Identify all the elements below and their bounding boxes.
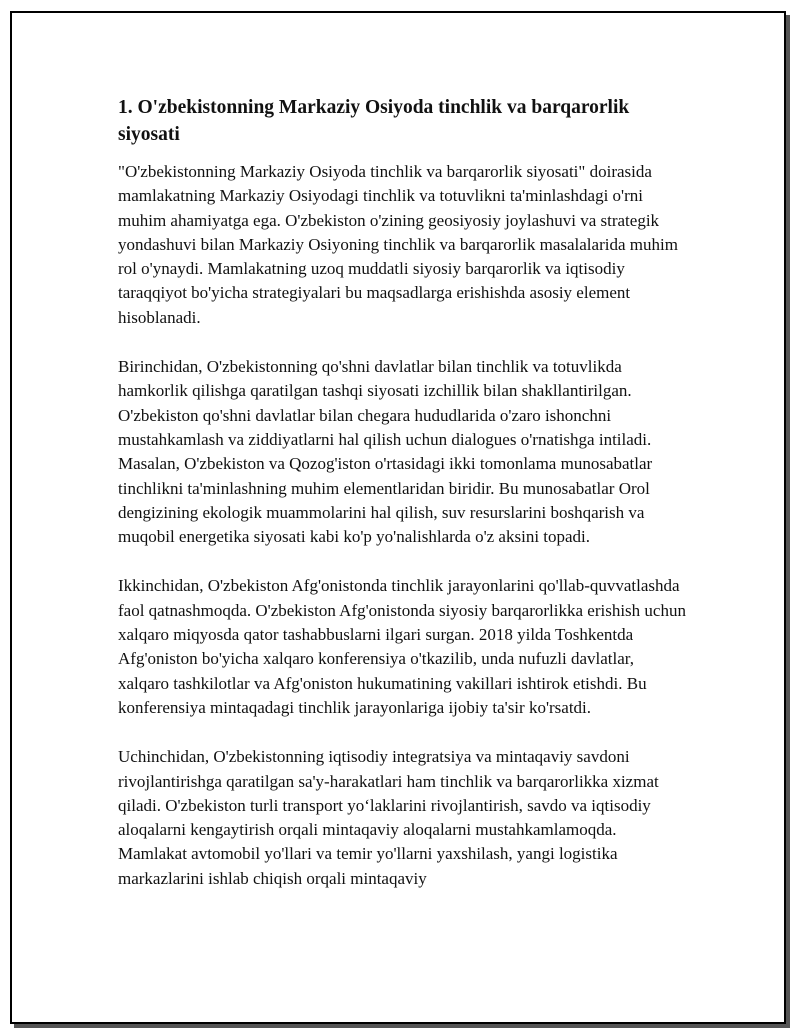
paragraph-birinchidan: Birinchidan, O'zbekistonning qo'shni davlatlar bilan tinchlik va totuvlikda hamkorlik qilishga qaratilgan tashqi siyosati izchillik bilan shakllantirilgan. O'zbekiston qo'shni davlatlar bilan chegara hududlarida o'zaro ishonchni mustahkamlash va ziddiyatlarni hal qilish uchun dialogues o'rnatishga intiladi. Masalan, O'zbekiston va Qozog'iston o'rtasidagi ikki tomonlama munosabatlar tinchlikni ta'minlashning muhim elementlaridan biridir. Bu munosabatlar Orol dengizining ekologik muammolarini hal qilish, suv resurslarini boshqarish va muqobil energetika siyosati kabi ko'p yo'nalishlarda o'z aksini topadi.: [118, 357, 653, 547]
paragraph-intro: "O'zbekistonning Markaziy Osiyoda tinchlik va barqarorlik siyosati" doirasida mamlakatning Markaziy Osiyodagi tinchlik va totuvlikni ta'minlashdagi o'rni muhim ahamiyatga ega. O'zbekiston o'zining geosiyosiy joylashuvi va strategik yondashuvi bilan Markaziy Osiyoning tinchlik va barqarorlik masalalarida muhim rol o'ynaydi. Mamlakatning uzoq muddatli siyosiy barqarorlik va iqtisodiy taraqqiyot bo'yicha strategiyalari bu maqsadlarga erishishda asosiy element hisoblanadi.: [118, 162, 678, 327]
section-title: 1. O'zbekistonning Markaziy Osiyoda tinchlik va barqarorlik siyosati: [118, 97, 630, 145]
paragraph-ikkinchidan: Ikkinchidan, O'zbekiston Afg'onistonda tinchlik jarayonlarini qo'llab-quvvatlashda faol qatnashmoqda. O'zbekiston Afg'onistonda siyosiy barqarorlikka erishish uchun xalqaro miqyosda qator tashabbuslarni ilgari surgan. 2018 yilda Toshkentda Afg'oniston bo'yicha xalqaro konferensiya o'tkazilib, unda nufuzli davlatlar, xalqaro tashkilotlar va Afg'oniston hukumatining vakillari ishtirok etishdi. Bu konferensiya mintaqadagi tinchlik jarayonlariga ijobiy ta'sir ko'rsatdi.: [118, 576, 686, 717]
document-content: [118, 94, 688, 916]
paragraph-uchinchidan: Uchinchidan, O'zbekistonning iqtisodiy integratsiya va mintaqaviy savdoni rivojlantirishga qaratilgan sa'y-harakatlari ham tinchlik va barqarorlikka xizmat qiladi. O'zbekiston turli transport yo‘laklarini rivojlantirish, savdo va iqtisodiy aloqalarni kengaytirish orqali mintaqaviy aloqalarni mustahkamlamoqda. Mamlakat avtomobil yo'llari va temir yo'llarni yaxshilash, yangi logistika markazlarini ishlab chiqish orqali mintaqaviy: [118, 747, 659, 888]
